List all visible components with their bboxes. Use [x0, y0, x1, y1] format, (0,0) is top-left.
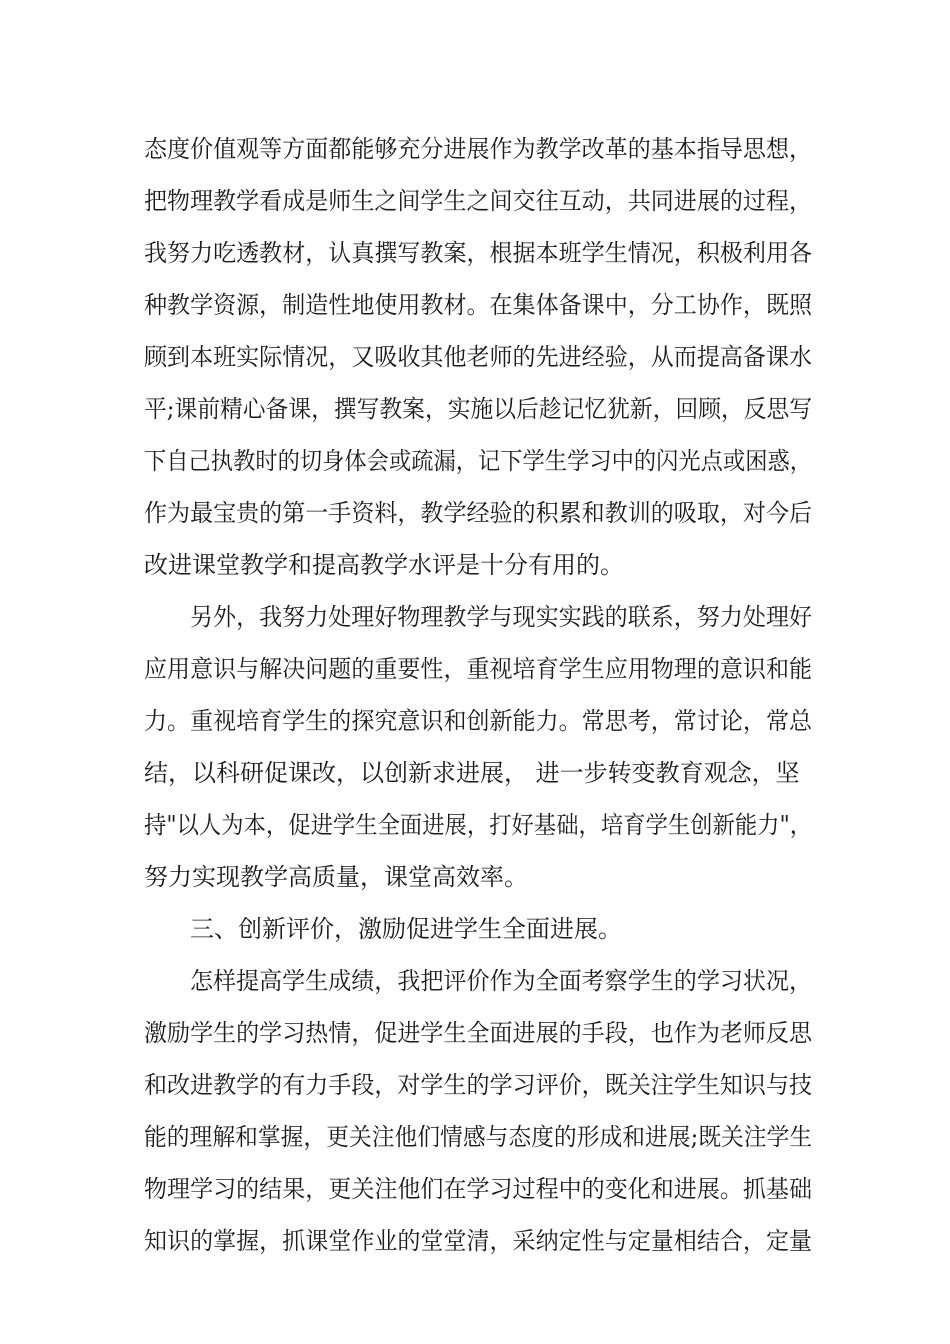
text-line: 应用意识与解决问题的重要性，重视培育学生应用物理的意识和能	[144, 655, 813, 683]
text-line: 改进课堂教学和提高教学水评是十分有用的。	[144, 551, 624, 579]
text-line: 激励学生的学习热情，促进学生全面进展的手段，也作为老师反思	[144, 1019, 813, 1047]
text-line: 结，以科研促课改，以创新求进展， 进一步转变教育观念，坚	[144, 759, 800, 787]
text-line: 把物理教学看成是师生之间学生之间交往互动，共同进展的过程，	[144, 187, 813, 215]
text-line: 下自己执教时的切身体会或疏漏，记下学生学习中的闪光点或困惑，	[144, 447, 813, 475]
text-line: 平;课前精心备课，撰写教案，实施以后趁记忆犹新，回顾，反思写	[144, 395, 813, 423]
text-line: 物理学习的结果，更关注他们在学习过程中的变化和进展。抓基础	[144, 1175, 813, 1203]
text-line: 力。重视培育学生的探究意识和创新能力。常思考，常讨论，常总	[144, 707, 813, 735]
text-line: 作为最宝贵的第一手资料，教学经验的积累和教训的吸取，对今后	[144, 499, 813, 527]
text-line: 和改进教学的有力手段，对学生的学习评价，既关注学生知识与技	[144, 1071, 813, 1099]
text-line: 努力实现教学高质量，课堂高效率。	[144, 863, 528, 891]
section-heading: 三、创新评价，激励促进学生全面进展。	[190, 915, 622, 943]
text-line: 顾到本班实际情况，又吸收其他老师的先进经验，从而提高备课水	[144, 343, 813, 371]
text-line: 态度价值观等方面都能够充分进展作为教学改革的基本指导思想，	[144, 135, 813, 163]
paragraph-first-line: 怎样提高学生成绩，我把评价作为全面考察学生的学习状况，	[190, 967, 813, 995]
text-line: 我努力吃透教材，认真撰写教案，根据本班学生情况，积极利用各	[144, 239, 813, 267]
text-line: 种教学资源，制造性地使用教材。在集体备课中，分工协作，既照	[144, 291, 813, 319]
text-line: 持"以人为本，促进学生全面进展，打好基础，培育学生创新能力"，	[144, 811, 813, 839]
paragraph-first-line: 另外，我努力处理好物理教学与现实实践的联系，努力处理好	[190, 603, 813, 631]
text-line: 知识的掌握，抓课堂作业的堂堂清，采纳定性与定量相结合，定量	[144, 1227, 813, 1255]
text-line: 能的理解和掌握，更关注他们情感与态度的形成和进展;既关注学生	[144, 1123, 813, 1151]
